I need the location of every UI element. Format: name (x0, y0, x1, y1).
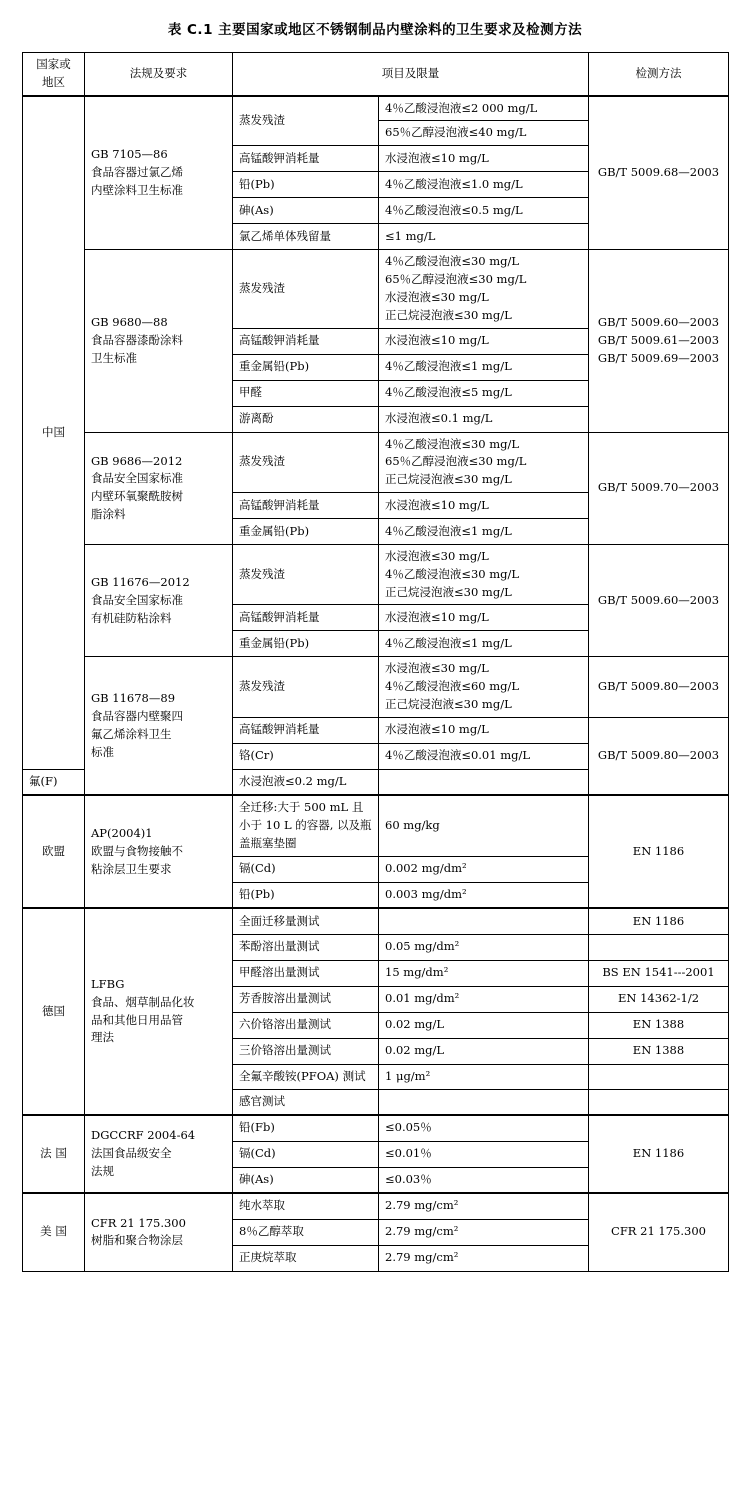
limit-value: 水浸泡液≤10 mg/L (379, 605, 589, 631)
limit-value: 4％乙酸浸泡液≤0.01 mg/L (379, 743, 589, 769)
limit-value: 水浸泡液≤0.2 mg/L (233, 769, 379, 795)
country-china: 中国 (23, 96, 85, 770)
limit-value (379, 908, 589, 934)
limit-value: 60 mg/kg (379, 795, 589, 856)
limit-value: 0.003 mg/dm² (379, 882, 589, 908)
limit-value: 4％乙酸浸泡液≤5 mg/L (379, 380, 589, 406)
limit-value: 0.02 mg/L (379, 1038, 589, 1064)
item-label: 8％乙醇萃取 (233, 1219, 379, 1245)
limit-value: 65％乙醇浸泡液≤40 mg/L (379, 121, 589, 146)
regulation-gb11676: GB 11676—2012 食品安全国家标准 有机硅防粘涂料 (85, 544, 233, 656)
item-label: 砷(As) (233, 198, 379, 224)
item-label: 全氟辛酸铵(PFOA) 测试 (233, 1064, 379, 1089)
limit-value: 0.05 mg/dm² (379, 934, 589, 960)
limit-value: 2.79 mg/cm² (379, 1245, 589, 1271)
item-label: 甲醛溶出量测试 (233, 960, 379, 986)
item-label: 蒸发残渣 (233, 96, 379, 146)
limit-value: 4％乙酸浸泡液≤1 mg/L (379, 354, 589, 380)
table-row (23, 250, 729, 328)
table-row (23, 1193, 729, 1219)
header-country-line2: 地区 (42, 74, 65, 89)
limit-value: ≤0.03％ (379, 1167, 589, 1193)
method-value: BS EN 1541---2001 (589, 960, 729, 986)
header-item: 项目及限量 (233, 53, 589, 96)
table-row (23, 795, 729, 856)
method-value: EN 1388 (589, 1038, 729, 1064)
regulation-gb9680: GB 9680—88 食品容器漆酚涂料 卫生标准 (85, 250, 233, 432)
item-label: 高锰酸钾消耗量 (233, 605, 379, 631)
regulation-gb11678: GB 11678—89 食品容器内壁聚四 氟乙烯涂料卫生 标准 (85, 657, 233, 795)
limit-value: 4％乙酸浸泡液≤30 mg/L 65％乙醇浸泡液≤30 mg/L 正己烷浸泡液≤30 mg/L (379, 432, 589, 492)
item-label: 游离酚 (233, 406, 379, 432)
limit-value: 4％乙酸浸泡液≤2 000 mg/L (379, 96, 589, 121)
method-value (589, 1089, 729, 1115)
country-germany: 德国 (23, 908, 85, 1115)
item-label: 芳香胺溶出量测试 (233, 986, 379, 1012)
item-label: 镉(Cd) (233, 1141, 379, 1167)
table-row (23, 908, 729, 934)
limit-value: 1 μg/m² (379, 1064, 589, 1089)
header-regulation: 法规及要求 (85, 53, 233, 96)
country-france: 法 国 (23, 1115, 85, 1193)
method-value (589, 1064, 729, 1089)
limit-value: 2.79 mg/cm² (379, 1193, 589, 1219)
country-usa: 美 国 (23, 1193, 85, 1271)
item-label: 六价铬溶出量测试 (233, 1012, 379, 1038)
country-eu: 欧盟 (23, 795, 85, 908)
item-label: 蒸发残渣 (233, 432, 379, 492)
table-row (23, 1115, 729, 1141)
header-country-line1: 国家或 (36, 57, 71, 71)
limit-value: 2.79 mg/cm² (379, 1219, 589, 1245)
method-value: EN 1186 (589, 908, 729, 934)
item-label: 蒸发残渣 (233, 657, 379, 717)
regulation-ap2004: AP(2004)1 欧盟与食物接触不 粘涂层卫生要求 (85, 795, 233, 908)
table-title: 表 C.1 主要国家或地区不锈钢制品内壁涂料的卫生要求及检测方法 (167, 22, 583, 38)
limit-value: 水浸泡液≤0.1 mg/L (379, 406, 589, 432)
method-gb5009-60: GB/T 5009.60—2003 (589, 544, 729, 656)
method-cfr21: CFR 21 175.300 (589, 1193, 729, 1271)
limit-value: 0.01 mg/dm² (379, 986, 589, 1012)
limit-value: 4％乙酸浸泡液≤30 mg/L 65％乙醇浸泡液≤30 mg/L 水浸泡液≤30 mg/L 正己烷浸泡液≤30 mg/L (379, 250, 589, 328)
limit-value: 0.02 mg/L (379, 1012, 589, 1038)
item-label: 氟(F) (23, 769, 85, 795)
item-label: 蒸发残渣 (233, 544, 379, 604)
method-gb5009-80-b: GB/T 5009.80—2003 (589, 717, 729, 795)
limit-value (379, 1089, 589, 1115)
method-gb9680: GB/T 5009.60—2003 GB/T 5009.61—2003 GB/T 5009.69—2003 (589, 250, 729, 432)
item-label: 甲醛 (233, 380, 379, 406)
method-value: EN 14362-1/2 (589, 986, 729, 1012)
item-label: 高锰酸钾消耗量 (233, 328, 379, 354)
table-row (23, 96, 729, 121)
item-label: 重金属铅(Pb) (233, 631, 379, 657)
limit-value: ≤1 mg/L (379, 224, 589, 250)
limit-value: 水浸泡液≤10 mg/L (379, 146, 589, 172)
item-label: 镉(Cd) (233, 856, 379, 882)
item-label: 纯水萃取 (233, 1193, 379, 1219)
item-label: 砷(As) (233, 1167, 379, 1193)
item-label: 重金属铅(Pb) (233, 354, 379, 380)
limit-value: 4％乙酸浸泡液≤1 mg/L (379, 631, 589, 657)
item-label: 蒸发残渣 (233, 250, 379, 328)
method-gb5009-80-a: GB/T 5009.80—2003 (589, 657, 729, 717)
header-country (23, 53, 85, 96)
method-en1186-eu: EN 1186 (589, 795, 729, 908)
limit-value: 4％乙酸浸泡液≤1 mg/L (379, 518, 589, 544)
method-gb5009-70: GB/T 5009.70—2003 (589, 432, 729, 544)
limit-value: 15 mg/dm² (379, 960, 589, 986)
limit-value: ≤0.01％ (379, 1141, 589, 1167)
limit-value: 水浸泡液≤10 mg/L (379, 717, 589, 743)
limit-value: ≤0.05％ (379, 1115, 589, 1141)
regulation-gb7105: GB 7105—86 食品容器过氯乙烯 内壁涂料卫生标准 (85, 96, 233, 250)
limit-value: 水浸泡液≤30 mg/L 4％乙酸浸泡液≤60 mg/L 正己烷浸泡液≤30 mg/L (379, 657, 589, 717)
table-row (23, 432, 729, 492)
item-label: 高锰酸钾消耗量 (233, 717, 379, 743)
method-en1186-fr: EN 1186 (589, 1115, 729, 1193)
table-header-row (23, 53, 729, 96)
limit-value: 4％乙酸浸泡液≤1.0 mg/L (379, 172, 589, 198)
limit-value: 4％乙酸浸泡液≤0.5 mg/L (379, 198, 589, 224)
item-label: 感官测试 (233, 1089, 379, 1115)
limit-value: 0.002 mg/dm² (379, 856, 589, 882)
item-label: 铅(Pb) (233, 172, 379, 198)
table-row (23, 544, 729, 604)
item-label: 重金属铅(Pb) (233, 518, 379, 544)
item-label: 高锰酸钾消耗量 (233, 492, 379, 518)
regulation-lfbg: LFBG 食品、烟草制品化妆 品和其他日用品管 理法 (85, 908, 233, 1115)
item-label: 苯酚溶出量测试 (233, 934, 379, 960)
item-label: 铬(Cr) (233, 743, 379, 769)
limit-value: 水浸泡液≤30 mg/L 4％乙酸浸泡液≤30 mg/L 正己烷浸泡液≤30 mg/L (379, 544, 589, 604)
table-row (23, 657, 729, 717)
regulation-gb9686: GB 9686—2012 食品安全国家标准 内壁环氧聚酰胺树 脂涂料 (85, 432, 233, 544)
limit-value: 水浸泡液≤10 mg/L (379, 328, 589, 354)
item-label: 三价铬溶出量测试 (233, 1038, 379, 1064)
limit-value: 水浸泡液≤10 mg/L (379, 492, 589, 518)
item-label: 铅(Pb) (233, 882, 379, 908)
item-label: 铅(Fb) (233, 1115, 379, 1141)
item-label: 高锰酸钾消耗量 (233, 146, 379, 172)
standards-table (22, 52, 729, 1272)
regulation-dgccrf: DGCCRF 2004-64 法国食品级安全 法规 (85, 1115, 233, 1193)
item-label: 全面迁移量测试 (233, 908, 379, 934)
method-value (589, 934, 729, 960)
item-label: 正庚烷萃取 (233, 1245, 379, 1271)
regulation-cfr21: CFR 21 175.300 树脂和聚合物涂层 (85, 1193, 233, 1271)
method-gb5009-68: GB/T 5009.68—2003 (589, 96, 729, 250)
item-label: 全迁移:大于 500 mL 且小于 10 L 的容器, 以及瓶盖瓶塞垫圈 (233, 795, 379, 856)
header-method: 检测方法 (589, 53, 729, 96)
item-label: 氯乙烯单体残留量 (233, 224, 379, 250)
method-value: EN 1388 (589, 1012, 729, 1038)
